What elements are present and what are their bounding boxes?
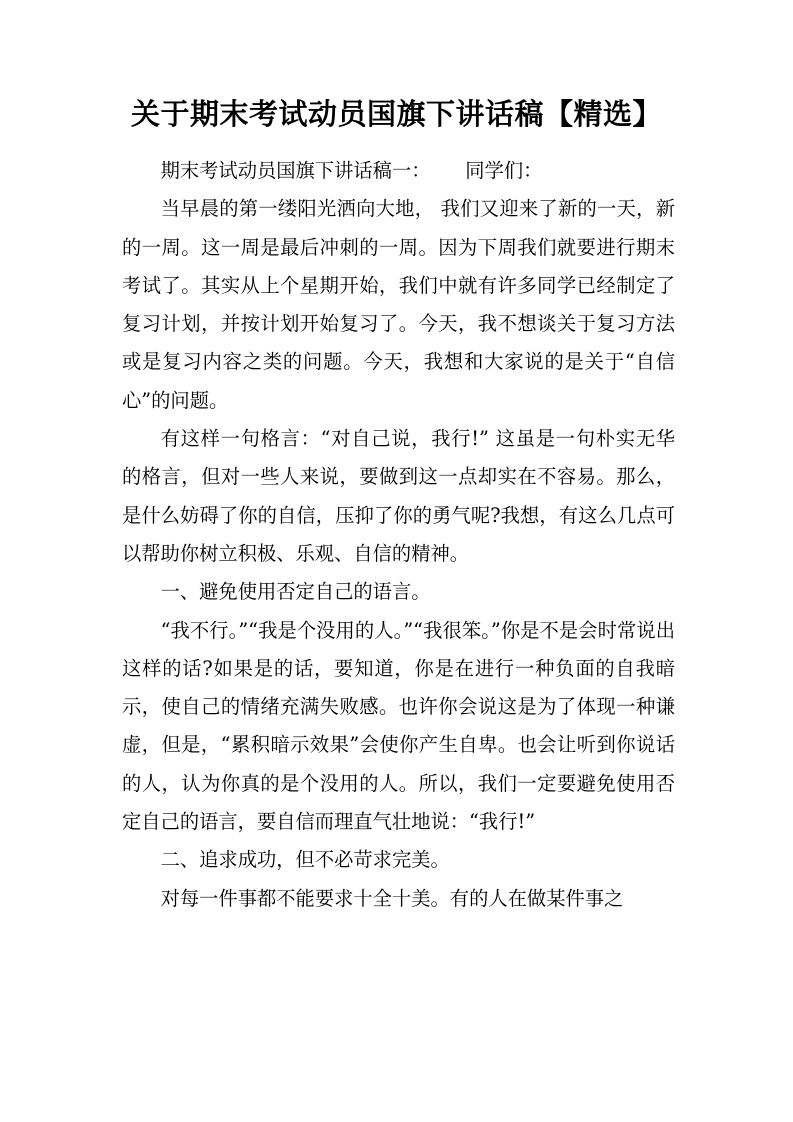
document-body [122, 152, 675, 918]
greeting: 同学们： [465, 159, 543, 182]
paragraph-motto: 有这样一句格言：“对自己说，我行!” 这虽是一句朴实无华的格言，但对一些人来说，要做到这一点却实在不容易。那么，是什么妨碍了你的自信，压抑了你的勇气呢?我想，有这么几点可以帮助你树立积极、乐观、自信的精神。 [122, 427, 675, 565]
section-heading-2: 二、追求成功，但不必苛求完美。 [160, 848, 450, 872]
section-heading-1: 一、避免使用否定自己的语言。 [160, 580, 431, 604]
paragraph-negative-language: “我不行。”“我是个没用的人。”“我很笨。”你是不是会时常说出这样的话?如果是的话，要知道，你是在进行一种负面的自我暗示，使自己的情绪充满失败感。也许你会说这是为了体现一种谦虚，但是，“累积暗示效果”会使你产生自卑。也会让听到你说话的人，认为你真的是个没用的人。所以，我们一定要避免使用否定自己的语言，要自信而理直气壮地说：“我行!” [122, 618, 675, 834]
intro-heading: 期末考试动员国旗下讲话稿一： [160, 159, 431, 182]
paragraph-opening: 当早晨的第一缕阳光洒向大地， 我们又迎来了新的一天，新的一周。这一周是最后冲刺的一周。因为下周我们就要进行期末考试了。其实从上个星期开始，我们中就有许多同学已经制定了复习计划，并按计划开始复习了。今天，我不想谈关于复习方法或是复习内容之类的问题。今天，我想和大家说的是关于“自信心”的问题。 [122, 197, 675, 412]
paragraph-perfection: 对每一件事都不能要求十全十美。有的人在做某件事之 [160, 886, 624, 910]
document-title: 关于期末考试动员国旗下讲话稿【精选】 [130, 97, 662, 131]
intro-line [122, 152, 675, 190]
